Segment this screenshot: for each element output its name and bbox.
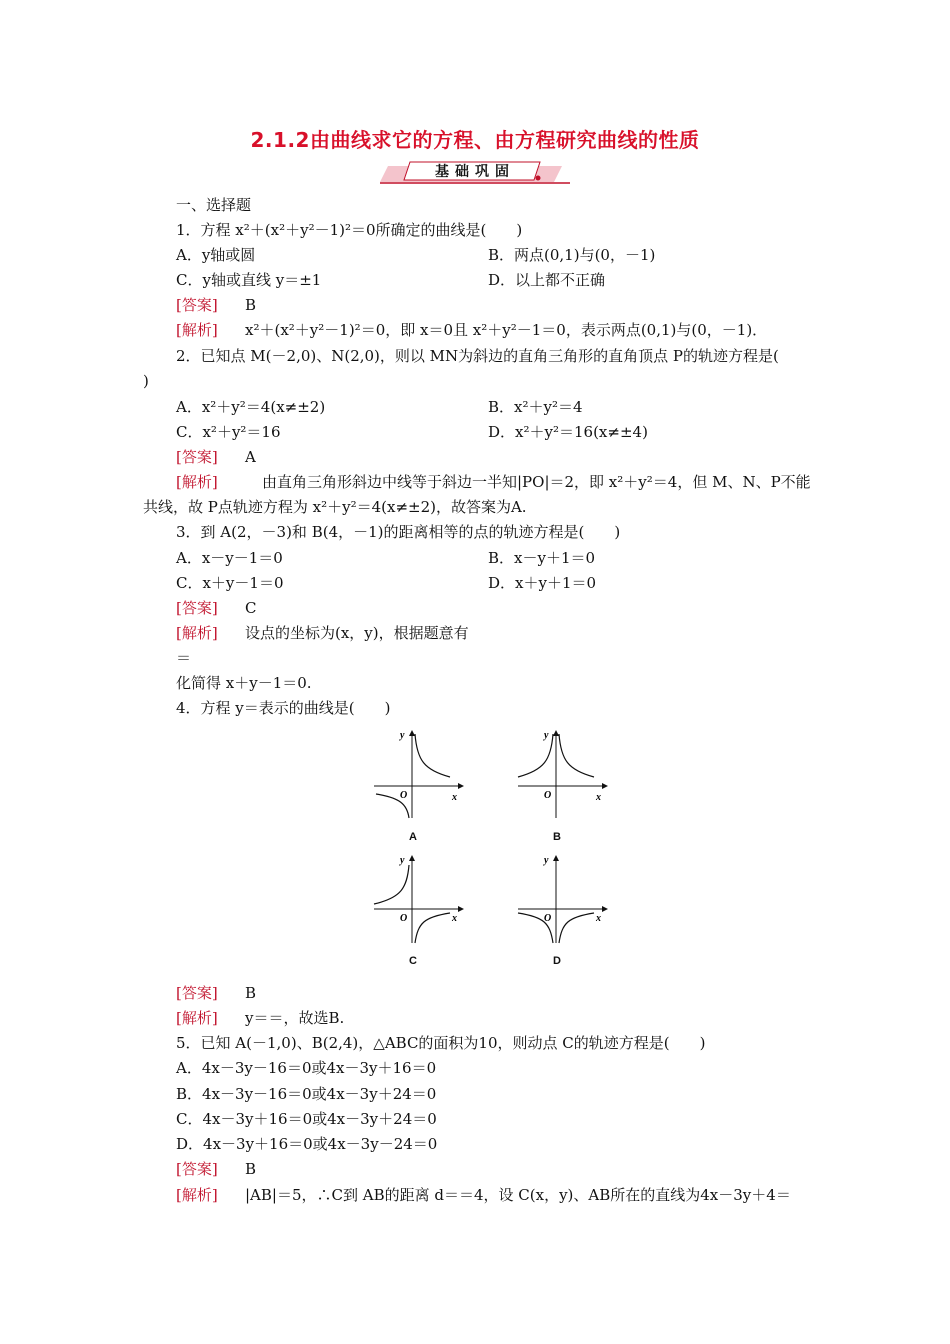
graph-d	[516, 853, 611, 945]
graph-c-x: x	[452, 913, 457, 924]
graph-c-y: y	[400, 855, 405, 866]
q1-option-a: A．y轴或圆	[176, 246, 256, 264]
q3-stem: 3．到 A(2，－3)和 B(4，－1)的距离相等的点的轨迹方程是( )	[176, 523, 621, 541]
banner-text: 基础巩固	[435, 164, 515, 180]
graph-b-y: y	[544, 730, 549, 741]
q1-option-c: C．y轴或直线 y＝±1	[176, 271, 322, 289]
q3-answer: C	[245, 599, 257, 617]
q1-analysis: x²＋(x²＋y²－1)²＝0，即 x＝0且 x²＋y²－1＝0，表示两点(0,1)与(0，－1)．	[245, 321, 768, 339]
q5-answer: B	[245, 1160, 257, 1178]
graph-b-origin: O	[544, 790, 552, 801]
q2-answer-tag: [答案]	[176, 448, 218, 466]
q3-option-d: D．x＋y＋1＝0	[488, 574, 597, 592]
q1-stem: 1．方程 x²＋(x²＋y²－1)²＝0所确定的曲线是( )	[176, 221, 523, 239]
q3-analysis-3: 化简得 x＋y－1＝0.	[176, 674, 312, 692]
q2-stem-cont: )	[143, 372, 149, 390]
q3-analysis-2: ＝	[176, 649, 192, 667]
q3-option-c: C．x＋y－1＝0	[176, 574, 284, 592]
q4-analysis: y＝＝，故选B.	[245, 1009, 345, 1027]
graph-a-origin: O	[400, 790, 408, 801]
q2-option-d: D．x²＋y²＝16(x≠±4)	[488, 423, 648, 441]
q2-option-a: A．x²＋y²＝4(x≠±2)	[176, 398, 326, 416]
q4-analysis-tag: [解析]	[176, 1009, 218, 1027]
graph-c	[372, 853, 467, 945]
q5-answer-tag: [答案]	[176, 1160, 218, 1178]
q3-analysis-1: 设点的坐标为(x，y)，根据题意有	[245, 624, 469, 642]
graph-d-x: x	[596, 913, 601, 924]
q4-stem: 4．方程 y＝表示的曲线是( )	[176, 699, 391, 717]
q5-option-c: C．4x－3y＋16＝0或4x－3y＋24＝0	[176, 1110, 437, 1128]
graph-b-label: B	[553, 831, 561, 843]
q2-option-b: B．x²＋y²＝4	[488, 398, 583, 416]
section-banner	[380, 160, 570, 186]
q5-option-d: D．4x－3y＋16＝0或4x－3y－24＝0	[176, 1135, 438, 1153]
q5-option-a: A．4x－3y－16＝0或4x－3y＋16＝0	[176, 1059, 437, 1077]
q2-answer: A	[245, 448, 256, 466]
q5-analysis-tag: [解析]	[176, 1186, 218, 1204]
page-title: 2.1.2由曲线求它的方程、由方程研究曲线的性质	[250, 128, 700, 152]
q2-analysis-tag: [解析]	[176, 473, 218, 491]
q1-answer-tag: [答案]	[176, 296, 218, 314]
graph-a	[372, 728, 467, 820]
q5-analysis: |AB|＝5，∴C到 AB的距离 d＝＝4，设 C(x，y)、AB所在的直线为4x－3y＋4＝	[245, 1186, 791, 1204]
q3-option-b: B．x－y＋1＝0	[488, 549, 596, 567]
graph-d-origin: O	[544, 913, 552, 924]
q1-option-d: D．以上都不正确	[488, 271, 606, 289]
q4-answer-tag: [答案]	[176, 984, 218, 1002]
graph-b	[516, 728, 611, 820]
graph-d-y: y	[544, 855, 549, 866]
q2-analysis-1: 由直角三角形斜边中线等于斜边一半知|PO|＝2，即 x²＋y²＝4，但 M、N、P不能	[262, 473, 811, 491]
graph-d-label: D	[553, 955, 561, 967]
q2-option-c: C．x²＋y²＝16	[176, 423, 281, 441]
q3-option-a: A．x－y－1＝0	[176, 549, 283, 567]
graph-c-origin: O	[400, 913, 408, 924]
q2-analysis-2: 共线，故 P点轨迹方程为 x²＋y²＝4(x≠±2)，故答案为A.	[143, 498, 527, 516]
graph-a-label: A	[409, 831, 417, 843]
q3-answer-tag: [答案]	[176, 599, 218, 617]
q5-option-b: B．4x－3y－16＝0或4x－3y＋24＝0	[176, 1085, 437, 1103]
q2-stem: 2．已知点 M(－2,0)、N(2,0)，则以 MN为斜边的直角三角形的直角顶点 P的轨迹方程是(	[176, 347, 779, 365]
graph-c-label: C	[409, 955, 417, 967]
graph-a-x: x	[452, 792, 457, 803]
q1-analysis-tag: [解析]	[176, 321, 218, 339]
graph-b-x: x	[596, 792, 601, 803]
q4-answer: B	[245, 984, 257, 1002]
q3-analysis-tag: [解析]	[176, 624, 218, 642]
graph-a-y: y	[400, 730, 405, 741]
q5-stem: 5．已知 A(－1,0)、B(2,4)，△ABC的面积为10，则动点 C的轨迹方程是( )	[176, 1034, 706, 1052]
section-heading: 一、选择题	[176, 196, 252, 214]
q1-option-b: B．两点(0,1)与(0，－1)	[488, 246, 656, 264]
q1-answer: B	[245, 296, 257, 314]
